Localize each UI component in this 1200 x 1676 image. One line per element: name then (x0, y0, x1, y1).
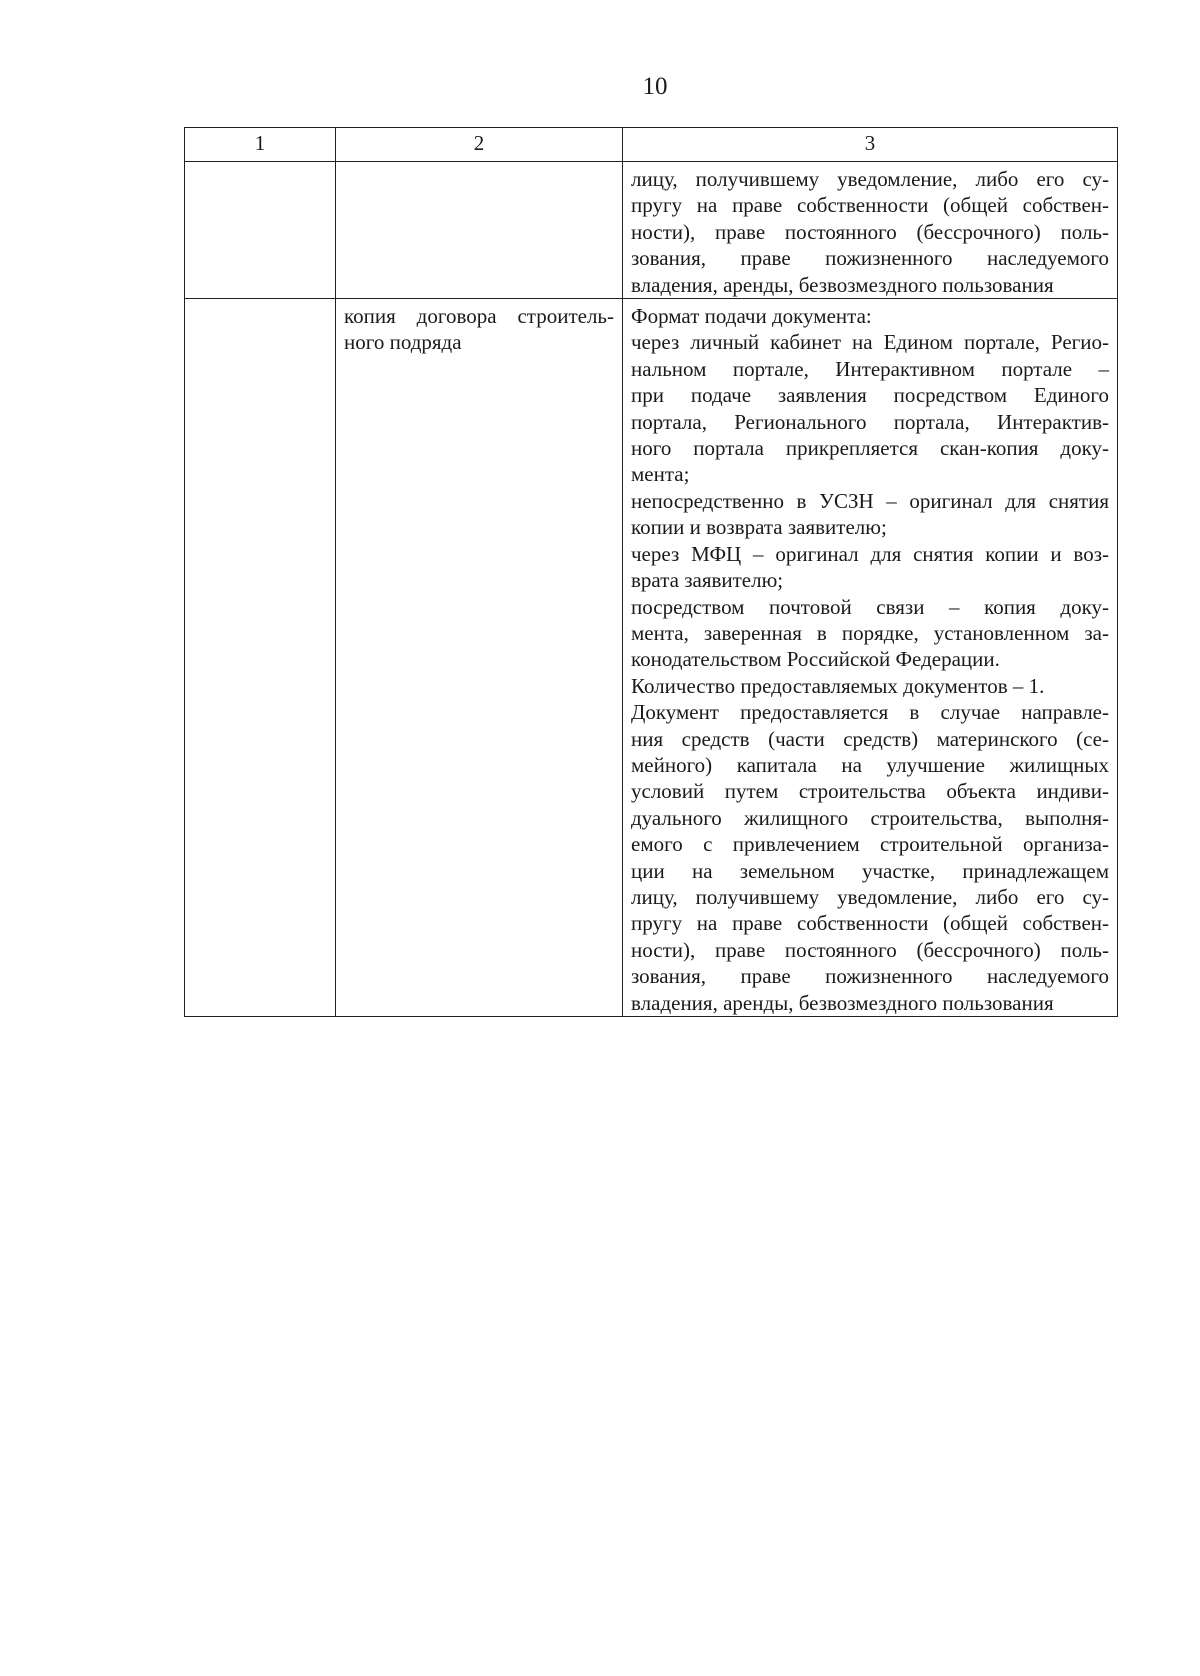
text-line: через МФЦ – оригинал для снятия копии и воз- (631, 541, 1109, 566)
text-line: ности), праве постоянного (бессрочного) поль- (631, 219, 1109, 244)
text-line: копии и возврата заявителю; (631, 515, 887, 540)
text-line: зования, праве пожизненного наследуемого (631, 246, 1109, 271)
table-row (185, 162, 1118, 299)
row-1-col-1 (185, 162, 336, 299)
text-line: ного подряда (344, 330, 462, 355)
text-line: лицу, получившему уведомление, либо его су- (631, 884, 1109, 909)
text-line: при подаче заявления посредством Единого (631, 383, 1109, 408)
text-line: емого с привлечением строительной организа- (631, 832, 1109, 857)
document-table (184, 127, 1118, 1017)
text-line: врата заявителю; (631, 568, 784, 593)
text-line: ции на земельном участке, принадлежащем (631, 858, 1109, 883)
text-line: копия договора строитель- (344, 304, 614, 329)
text-line: дуального жилищного строительства, выполня- (631, 805, 1109, 830)
text-line: ния средств (части средств) материнского (се- (631, 726, 1109, 751)
text-line: Количество предоставляемых документов – 1. (631, 673, 1045, 698)
column-header-1: 1 (185, 128, 336, 162)
row-2-col-1 (185, 299, 336, 1017)
row-2-col-2-document-name (336, 299, 623, 1017)
text-line: владения, аренды, безвозмездного пользования (631, 272, 1054, 297)
text-line: нальном портале, Интерактивном портале – (631, 356, 1109, 381)
text-line: ности), праве постоянного (бессрочного) поль- (631, 937, 1109, 962)
text-line: лицу, получившему уведомление, либо его су- (631, 167, 1109, 191)
text-line: конодательством Российской Федерации. (631, 647, 1000, 672)
row-2-col-3-document-requirements (623, 299, 1118, 1017)
table-row (185, 299, 1118, 1017)
text-line: условий путем строительства объекта индиви- (631, 779, 1109, 804)
text-line: пругу на праве собственности (общей собствен- (631, 911, 1109, 936)
text-line: пругу на праве собственности (общей собствен- (631, 193, 1109, 218)
text-line: через личный кабинет на Едином портале, Регио- (631, 330, 1109, 355)
column-header-2: 2 (336, 128, 623, 162)
page-number: 10 (642, 73, 668, 100)
text-line: владения, аренды, безвозмездного пользования (631, 990, 1054, 1015)
text-line: Документ предоставляется в случае направле- (631, 700, 1109, 725)
table-header-row (185, 128, 1118, 162)
column-header-3: 3 (623, 128, 1118, 162)
row-1-col-2 (336, 162, 623, 299)
text-line: ного портала прикрепляется скан-копия доку- (631, 436, 1109, 461)
text-line: непосредственно в УСЗН – оригинал для снятия (631, 488, 1109, 513)
text-line: посредством почтовой связи – копия доку- (631, 594, 1109, 619)
text-line: мента; (631, 462, 690, 487)
text-line: портала, Регионального портала, Интерактив- (631, 409, 1109, 434)
text-line: мента, заверенная в порядке, установленном за- (631, 620, 1109, 645)
text-line: зования, праве пожизненного наследуемого (631, 964, 1109, 989)
text-line: Формат подачи документа: (631, 304, 872, 329)
text-line: мейного) капитала на улучшение жилищных (631, 752, 1109, 777)
row-1-col-3 (623, 162, 1118, 299)
